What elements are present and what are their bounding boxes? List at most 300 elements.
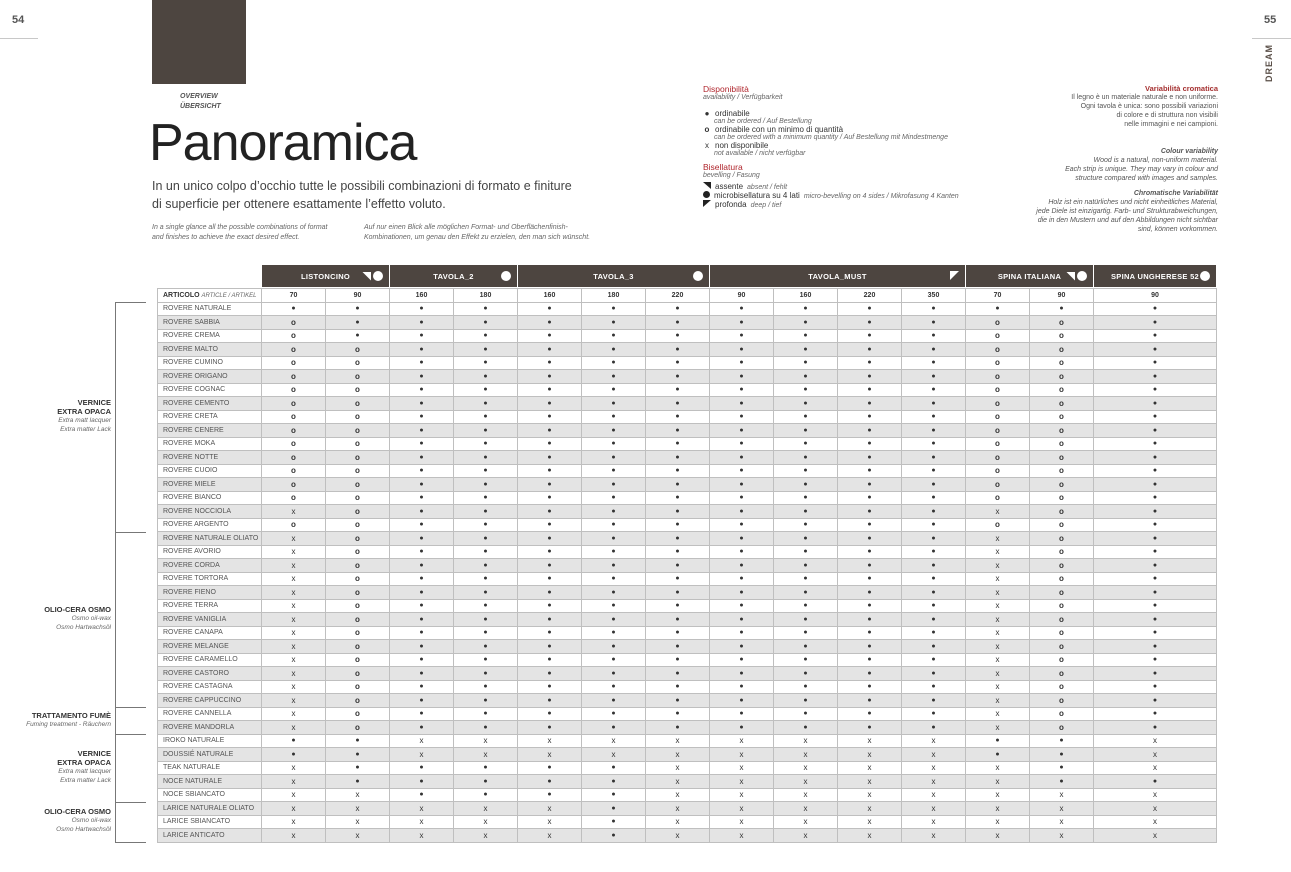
availability-cell: ● [518, 559, 582, 573]
availability-cell: o [326, 451, 390, 465]
availability-cell: ● [710, 518, 774, 532]
availability-cell: ● [646, 707, 710, 721]
availability-cell: ● [710, 329, 774, 343]
availability-cell: x [518, 802, 582, 816]
table-row [158, 424, 1217, 438]
legend [703, 84, 1003, 209]
availability-cell: x [966, 761, 1030, 775]
availability-cell: ● [774, 464, 838, 478]
availability-cell: ● [838, 559, 902, 573]
availability-cell: ● [518, 491, 582, 505]
availability-cell: ● [582, 559, 646, 573]
legend-orderable-sub: can be ordered / Auf Bestellung [714, 118, 812, 125]
article-name: ROVERE CAPPUCCINO [158, 694, 262, 708]
availability-cell: ● [582, 815, 646, 829]
availability-cell: ● [774, 721, 838, 735]
availability-cell: x [710, 761, 774, 775]
notes-en-line: Wood is a natural, non-uniform material. [1093, 157, 1218, 164]
availability-cell: ● [774, 329, 838, 343]
availability-cell: ● [518, 410, 582, 424]
availability-cell: x [1030, 788, 1094, 802]
table-row [158, 545, 1217, 559]
availability-cell: ● [902, 451, 966, 465]
availability-cell: ● [326, 302, 390, 316]
availability-cell: x [902, 748, 966, 762]
format-group-header [1094, 265, 1217, 287]
availability-cell: ● [582, 829, 646, 843]
availability-cell: ● [454, 397, 518, 411]
availability-cell: ● [390, 383, 454, 397]
article-name: ROVERE NOTTE [158, 451, 262, 465]
bevel-marks [362, 271, 383, 281]
availability-cell: o [966, 464, 1030, 478]
availability-cell: x [1094, 734, 1217, 748]
availability-cell: o [966, 397, 1030, 411]
availability-cell: ● [710, 721, 774, 735]
availability-cell: ● [646, 302, 710, 316]
availability-cell: ● [390, 370, 454, 384]
availability-cell: ● [518, 451, 582, 465]
category-title: EXTRA OPACA [57, 406, 111, 416]
availability-cell: x [262, 653, 326, 667]
size-header: 160 [390, 289, 454, 303]
availability-cell: o [326, 532, 390, 546]
availability-cell: ● [646, 653, 710, 667]
availability-cell: ● [838, 397, 902, 411]
availability-cell: ● [518, 356, 582, 370]
availability-cell: ● [902, 329, 966, 343]
table-row [158, 694, 1217, 708]
availability-cell: o [1030, 356, 1094, 370]
availability-cell: o [966, 370, 1030, 384]
availability-cell: x [902, 734, 966, 748]
legend-micro-label: microbisellatura su 4 lati [714, 191, 800, 200]
availability-cell: ● [390, 464, 454, 478]
availability-cell: o [1030, 505, 1094, 519]
notes-it-text [1020, 93, 1218, 129]
table-row [158, 572, 1217, 586]
availability-cell: ● [582, 370, 646, 384]
availability-cell: ● [1094, 383, 1217, 397]
availability-cell: ● [838, 370, 902, 384]
availability-cell: ● [582, 397, 646, 411]
availability-cell: x [518, 815, 582, 829]
availability-cell: ● [1094, 397, 1217, 411]
availability-cell: ● [454, 491, 518, 505]
size-header: 90 [1030, 289, 1094, 303]
availability-cell: x [774, 761, 838, 775]
availability-cell: ● [902, 302, 966, 316]
availability-cell: ● [390, 707, 454, 721]
availability-cell: ● [454, 559, 518, 573]
availability-cell: o [1030, 491, 1094, 505]
table-row [158, 829, 1217, 843]
article-name: ROVERE CREMA [158, 329, 262, 343]
category-title: VERNICE [77, 397, 111, 407]
availability-cell: x [966, 788, 1030, 802]
availability-cell: ● [646, 316, 710, 330]
availability-cell: ● [454, 626, 518, 640]
availability-cell: ● [710, 343, 774, 357]
availability-cell: ● [390, 437, 454, 451]
availability-cell: x [262, 788, 326, 802]
availability-cell: ● [902, 694, 966, 708]
format-group-header [710, 265, 966, 287]
availability-cell: o [966, 356, 1030, 370]
availability-cell: o [1030, 640, 1094, 654]
availability-cell: ● [710, 451, 774, 465]
legend-availability-title: Disponibilità [703, 84, 749, 94]
category-bracket [115, 707, 116, 734]
availability-cell: ● [774, 302, 838, 316]
table-row [158, 505, 1217, 519]
availability-cell: x [454, 748, 518, 762]
format-group-label: TAVOLA_3 [593, 271, 634, 281]
availability-cell: o [326, 478, 390, 492]
availability-cell: ● [518, 775, 582, 789]
availability-cell: ● [838, 707, 902, 721]
availability-cell: ● [454, 343, 518, 357]
availability-cell: ● [710, 680, 774, 694]
availability-cell: x [646, 748, 710, 762]
availability-cell: ● [518, 788, 582, 802]
availability-cell: ● [454, 707, 518, 721]
side-tag: DREAM [1264, 44, 1274, 82]
availability-cell: ● [646, 478, 710, 492]
availability-cell: ● [582, 802, 646, 816]
availability-cell: ● [902, 410, 966, 424]
availability-cell: ● [1094, 491, 1217, 505]
availability-cell: ● [582, 316, 646, 330]
availability-cell: o [1030, 599, 1094, 613]
availability-cell: x [646, 761, 710, 775]
article-name: ROVERE MIELE [158, 478, 262, 492]
size-header: 160 [774, 289, 838, 303]
availability-cell: ● [838, 437, 902, 451]
availability-cell: ● [454, 653, 518, 667]
format-group-header [390, 265, 518, 287]
availability-cell: ● [774, 356, 838, 370]
availability-cell: x [966, 667, 1030, 681]
availability-cell: o [1030, 653, 1094, 667]
cross-icon: x [705, 141, 709, 150]
availability-cell: o [966, 316, 1030, 330]
availability-cell: ● [326, 316, 390, 330]
table-row [158, 329, 1217, 343]
availability-cell: ● [1094, 410, 1217, 424]
article-name: ROVERE SABBIA [158, 316, 262, 330]
availability-cell: ● [1030, 734, 1094, 748]
bevel-absent-icon [362, 272, 371, 281]
availability-cell: o [326, 410, 390, 424]
table-row [158, 802, 1217, 816]
size-header: 180 [582, 289, 646, 303]
article-name: ROVERE TERRA [158, 599, 262, 613]
availability-cell: o [1030, 518, 1094, 532]
availability-cell: ● [774, 559, 838, 573]
availability-cell: ● [902, 424, 966, 438]
micro-bevel-icon [373, 271, 383, 281]
availability-cell: x [262, 775, 326, 789]
availability-cell: ● [774, 613, 838, 627]
lead-line-1: In un unico colpo d’occhio tutte le possibili combinazioni di formato e finiture [152, 179, 572, 193]
availability-cell: ● [902, 626, 966, 640]
availability-cell: ● [1094, 329, 1217, 343]
availability-cell: ● [902, 505, 966, 519]
availability-cell: ● [326, 775, 390, 789]
article-name: ROVERE NOCCIOLA [158, 505, 262, 519]
availability-cell: ● [1094, 640, 1217, 654]
availability-cell: ● [262, 734, 326, 748]
finish-category-label [0, 807, 111, 834]
availability-cell: ● [838, 572, 902, 586]
availability-cell: ● [454, 640, 518, 654]
availability-cell: ● [1094, 343, 1217, 357]
availability-cell: o [326, 356, 390, 370]
availability-cell: x [966, 721, 1030, 735]
table-row [158, 788, 1217, 802]
availability-cell: ● [390, 478, 454, 492]
article-name: LARICE SBIANCATO [158, 815, 262, 829]
availability-cell: ● [454, 383, 518, 397]
table-row [158, 640, 1217, 654]
size-header: 70 [966, 289, 1030, 303]
article-name: ROVERE FIENO [158, 586, 262, 600]
notes-en-text [1020, 156, 1218, 183]
table-row [158, 667, 1217, 681]
availability-cell: ● [582, 572, 646, 586]
availability-cell: ● [902, 667, 966, 681]
availability-cell: o [262, 316, 326, 330]
table-row [158, 437, 1217, 451]
availability-cell: o [1030, 478, 1094, 492]
availability-cell: ● [390, 694, 454, 708]
availability-cell: x [1094, 748, 1217, 762]
category-divider [115, 532, 146, 533]
article-name: TEAK NATURALE [158, 761, 262, 775]
availability-cell: ● [774, 410, 838, 424]
availability-cell: o [966, 424, 1030, 438]
legend-orderable-label: ordinabile [715, 109, 750, 118]
availability-cell: x [1094, 829, 1217, 843]
availability-cell: ● [1094, 667, 1217, 681]
availability-cell: ● [582, 613, 646, 627]
availability-cell: x [710, 815, 774, 829]
table-row [158, 316, 1217, 330]
availability-cell: ● [902, 397, 966, 411]
availability-cell: ● [646, 626, 710, 640]
brown-header-block [152, 0, 246, 84]
availability-cell: ● [582, 586, 646, 600]
availability-cell: o [1030, 545, 1094, 559]
availability-cell: ● [518, 761, 582, 775]
availability-cell: ● [454, 694, 518, 708]
article-name: LARICE NATURALE OLIATO [158, 802, 262, 816]
availability-cell: x [262, 599, 326, 613]
availability-cell: ● [646, 667, 710, 681]
article-name: ROVERE COGNAC [158, 383, 262, 397]
availability-cell: ● [774, 626, 838, 640]
notes-de-line: die in den Mustern und auf den Abbildungen nicht sichtbar [1037, 217, 1218, 224]
availability-cell: o [326, 640, 390, 654]
availability-cell: o [262, 329, 326, 343]
availability-cell: ● [902, 586, 966, 600]
availability-cell: x [646, 734, 710, 748]
availability-cell: x [390, 815, 454, 829]
availability-cell: ● [1094, 775, 1217, 789]
availability-cell: x [710, 802, 774, 816]
availability-cell: x [1030, 829, 1094, 843]
availability-cell: ● [1030, 302, 1094, 316]
article-name: ROVERE CUMINO [158, 356, 262, 370]
availability-cell: o [1030, 343, 1094, 357]
availability-cell: ● [902, 383, 966, 397]
article-name: ROVERE CASTAGNA [158, 680, 262, 694]
availability-cell: x [390, 748, 454, 762]
availability-cell: ● [582, 680, 646, 694]
availability-cell: ● [710, 356, 774, 370]
availability-cell: x [902, 802, 966, 816]
availability-cell: x [326, 815, 390, 829]
notes-de-line: sind, können vorkommen. [1137, 226, 1218, 233]
finish-category-label [0, 605, 111, 632]
article-name: ROVERE CANNELLA [158, 707, 262, 721]
availability-cell: x [902, 829, 966, 843]
availability-cell: ● [518, 383, 582, 397]
availability-cell: ● [646, 343, 710, 357]
availability-cell: x [454, 734, 518, 748]
availability-cell: ● [518, 370, 582, 384]
availability-cell: o [966, 478, 1030, 492]
availability-cell: ● [646, 356, 710, 370]
availability-cell: x [326, 802, 390, 816]
category-title: VERNICE [77, 748, 111, 758]
availability-cell: ● [838, 586, 902, 600]
availability-cell: x [262, 572, 326, 586]
legend-not-available-sub: not available / nicht verfügbar [714, 150, 806, 157]
availability-cell: ● [1094, 518, 1217, 532]
availability-cell: ● [518, 329, 582, 343]
availability-cell: ● [774, 586, 838, 600]
category-subtitle: Osmo oil-wax [71, 614, 111, 622]
availability-cell: ● [390, 640, 454, 654]
availability-cell: ● [710, 613, 774, 627]
availability-cell: o [1030, 437, 1094, 451]
availability-cell: ● [646, 599, 710, 613]
availability-cell: ● [454, 586, 518, 600]
article-name: NOCE NATURALE [158, 775, 262, 789]
notes-de-text [1020, 198, 1218, 234]
availability-cell: x [262, 829, 326, 843]
availability-cell: x [966, 559, 1030, 573]
availability-cell: o [1030, 613, 1094, 627]
availability-cell: ● [1094, 572, 1217, 586]
availability-cell: ● [326, 734, 390, 748]
availability-cell: x [838, 815, 902, 829]
size-header: 220 [646, 289, 710, 303]
availability-cell: x [838, 829, 902, 843]
size-header: 160 [518, 289, 582, 303]
availability-cell: ● [710, 302, 774, 316]
availability-cell: ● [390, 410, 454, 424]
availability-cell: ● [902, 599, 966, 613]
availability-cell: x [710, 734, 774, 748]
availability-cell: ● [582, 775, 646, 789]
availability-cell: ● [518, 302, 582, 316]
article-name: IROKO NATURALE [158, 734, 262, 748]
availability-cell: ● [582, 599, 646, 613]
availability-cell: x [774, 775, 838, 789]
availability-cell: ● [390, 316, 454, 330]
availability-cell: o [326, 491, 390, 505]
availability-cell: x [262, 694, 326, 708]
article-header-label: ARTICOLO [163, 291, 200, 299]
availability-cell: ● [774, 491, 838, 505]
availability-cell: x [262, 559, 326, 573]
availability-cell: o [262, 397, 326, 411]
article-name: ROVERE NATURALE [158, 302, 262, 316]
article-name: ROVERE CARAMELLO [158, 653, 262, 667]
availability-cell: ● [1094, 532, 1217, 546]
availability-cell: ● [710, 532, 774, 546]
availability-cell: o [326, 680, 390, 694]
availability-cell: x [902, 815, 966, 829]
availability-cell: ● [454, 478, 518, 492]
availability-cell: x [1094, 815, 1217, 829]
availability-cell: ● [454, 437, 518, 451]
availability-cell: ● [902, 545, 966, 559]
availability-cell: ● [1094, 721, 1217, 735]
availability-cell: ● [646, 370, 710, 384]
availability-cell: x [262, 586, 326, 600]
overview-de: ÜBERSICHT [180, 103, 221, 110]
availability-cell: o [1030, 464, 1094, 478]
availability-cell: ● [1094, 316, 1217, 330]
availability-cell: o [262, 464, 326, 478]
availability-cell: x [966, 680, 1030, 694]
micro-bevel-icon [1077, 271, 1087, 281]
format-group-header [518, 265, 710, 287]
availability-cell: o [262, 383, 326, 397]
availability-cell: o [326, 707, 390, 721]
size-header-row [158, 289, 1217, 303]
availability-cell: ● [390, 680, 454, 694]
availability-cell: x [838, 775, 902, 789]
availability-cell: ● [582, 721, 646, 735]
article-name: ROVERE AVORIO [158, 545, 262, 559]
availability-cell: x [710, 829, 774, 843]
table-row [158, 491, 1217, 505]
table-row [158, 383, 1217, 397]
availability-cell: x [262, 802, 326, 816]
availability-cell: ● [582, 505, 646, 519]
availability-cell: ● [454, 680, 518, 694]
availability-cell: ● [454, 329, 518, 343]
availability-cell: ● [454, 464, 518, 478]
availability-cell: x [262, 761, 326, 775]
availability-cell: ● [1094, 653, 1217, 667]
availability-cell: ● [1094, 599, 1217, 613]
availability-cell: ● [774, 505, 838, 519]
availability-cell: x [966, 829, 1030, 843]
availability-cell: o [1030, 694, 1094, 708]
availability-cell: ● [774, 397, 838, 411]
category-title: OLIO-CERA OSMO [44, 807, 111, 817]
legend-bevel-deep [703, 200, 1003, 209]
availability-cell: x [582, 748, 646, 762]
availability-cell: ● [838, 383, 902, 397]
availability-cell: ● [774, 545, 838, 559]
